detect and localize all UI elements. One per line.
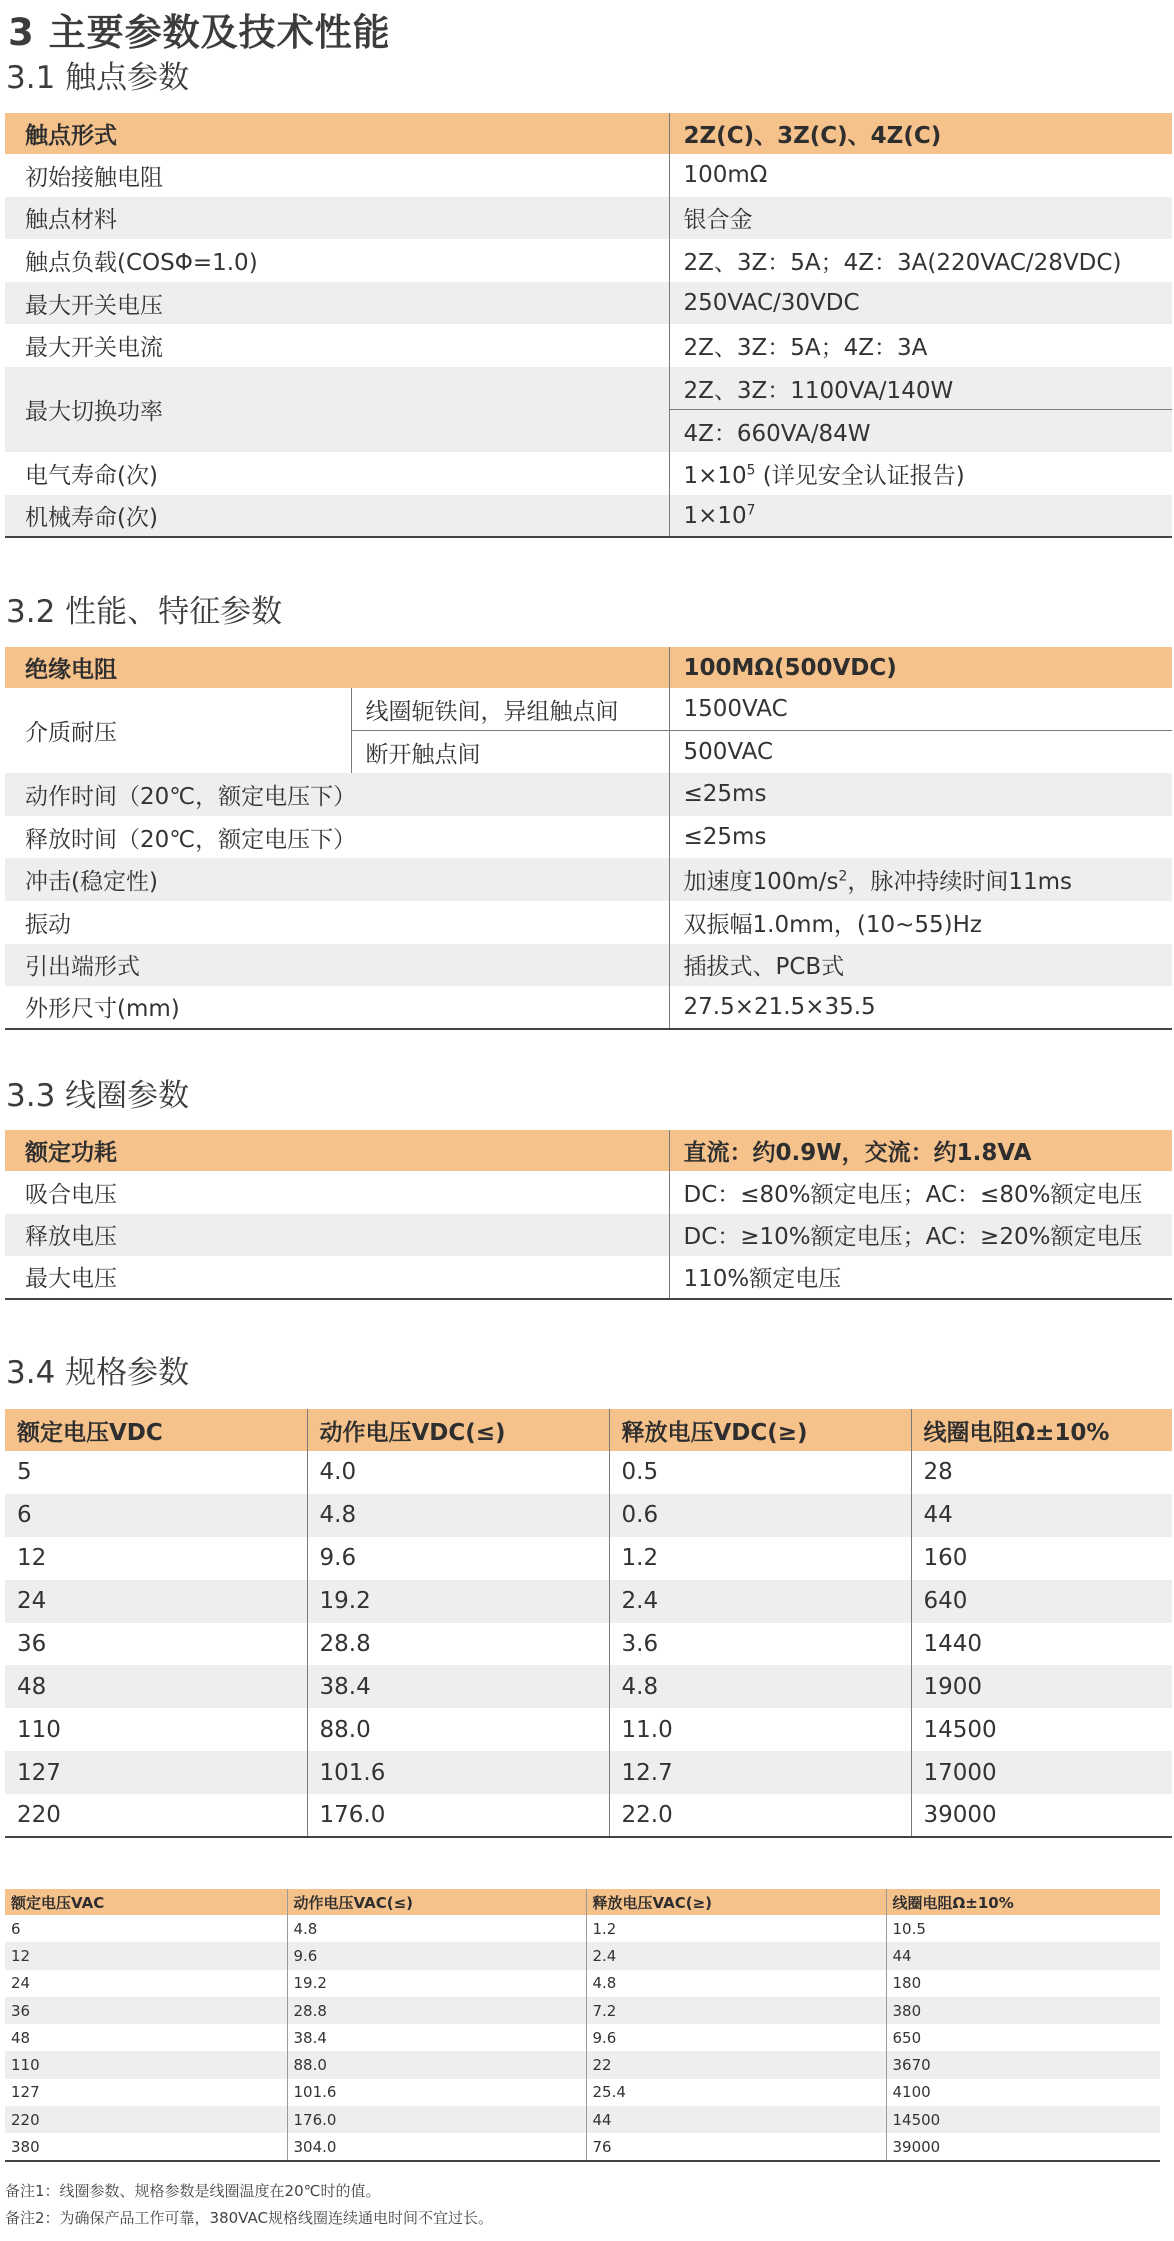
table-cell: 28 [911, 1451, 1172, 1494]
row-label: 释放时间（20℃，额定电压下） [5, 816, 669, 859]
table-cell: 12 [5, 1942, 287, 1969]
table-cell: 28.8 [287, 1997, 586, 2024]
row-sublabel: 断开触点间 [351, 731, 669, 774]
section-title-3-1: 3.1 触点参数 [6, 60, 190, 96]
row-value [669, 858, 1172, 901]
table-cell: 24 [5, 1970, 287, 1997]
table-row [5, 1794, 1172, 1837]
table-row [5, 901, 1172, 944]
table-header-row [5, 113, 1172, 154]
table-cell: 9.6 [307, 1537, 609, 1580]
table-cell: 1440 [911, 1623, 1172, 1666]
table-header-row [5, 647, 1172, 688]
table-cell: 48 [5, 1665, 307, 1708]
table-cell: 4.0 [307, 1451, 609, 1494]
section-title-3-2: 3.2 性能、特征参数 [6, 594, 283, 630]
table-cell: 19.2 [307, 1580, 609, 1623]
table-cell: 11.0 [609, 1708, 911, 1751]
header-value: 2Z(C)、3Z(C)、4Z(C) [669, 113, 1172, 154]
column-header: 动作电压VDC(≤) [307, 1409, 609, 1451]
table-row [5, 2106, 1160, 2133]
table-cell: 127 [5, 1751, 307, 1794]
table-row [5, 773, 1172, 816]
table-row [5, 367, 1172, 410]
row-label: 最大切换功率 [5, 367, 669, 452]
table-row [5, 1537, 1172, 1580]
row-label: 动作时间（20℃，额定电压下） [5, 773, 669, 816]
table-cell: 127 [5, 2079, 287, 2106]
table-cell: 38.4 [287, 2024, 586, 2051]
table-row [5, 1665, 1172, 1708]
table-cell: 0.5 [609, 1451, 911, 1494]
table-cell: 48 [5, 2024, 287, 2051]
table-cell: 4.8 [609, 1665, 911, 1708]
table-header-row [5, 1130, 1172, 1171]
table-cell: 24 [5, 1580, 307, 1623]
table-cell: 88.0 [287, 2051, 586, 2078]
contact-params-table [5, 113, 1172, 538]
table-row [5, 1623, 1172, 1666]
row-label: 振动 [5, 901, 669, 944]
row-value: 2Z、3Z：5A；4Z：3A(220VAC/28VDC) [669, 239, 1172, 282]
table-header-row [5, 1409, 1172, 1451]
row-value: ≤25ms [669, 816, 1172, 859]
row-label: 电气寿命(次) [5, 452, 669, 495]
footnotes [5, 2178, 493, 2232]
table-row [5, 1915, 1160, 1942]
header-label: 额定功耗 [5, 1130, 669, 1171]
section-title-3-3: 3.3 线圈参数 [6, 1078, 190, 1114]
table-cell: 101.6 [307, 1751, 609, 1794]
table-cell: 14500 [911, 1708, 1172, 1751]
row-label: 释放电压 [5, 1214, 669, 1257]
table-cell: 176.0 [287, 2106, 586, 2133]
coil-params-table [5, 1130, 1172, 1300]
table-row [5, 2051, 1160, 2078]
table-cell: 380 [886, 1997, 1160, 2024]
table-cell: 110 [5, 1708, 307, 1751]
table-cell: 4.8 [586, 1970, 886, 1997]
table-cell: 17000 [911, 1751, 1172, 1794]
table-cell: 22.0 [609, 1794, 911, 1837]
table-cell: 180 [886, 1970, 1160, 1997]
table-cell: 1900 [911, 1665, 1172, 1708]
table-cell: 14500 [886, 2106, 1160, 2133]
row-value: 2Z、3Z：5A；4Z：3A [669, 324, 1172, 367]
table-cell: 9.6 [287, 1942, 586, 1969]
table-cell: 6 [5, 1494, 307, 1537]
table-row [5, 1708, 1172, 1751]
row-value-2: 4Z：660VA/84W [669, 410, 1172, 453]
table-cell: 4100 [886, 2079, 1160, 2106]
row-label: 吸合电压 [5, 1171, 669, 1214]
row-value: 银合金 [669, 197, 1172, 240]
table-cell: 650 [886, 2024, 1160, 2051]
table-cell: 38.4 [307, 1665, 609, 1708]
table-cell: 19.2 [287, 1970, 586, 1997]
table-row [5, 2024, 1160, 2051]
table-cell: 110 [5, 2051, 287, 2078]
table-cell: 22 [586, 2051, 886, 2078]
row-value: ≤25ms [669, 773, 1172, 816]
row-label: 最大电压 [5, 1256, 669, 1299]
table-row [5, 1997, 1160, 2024]
value-suffix: (详见安全认证报告) [755, 462, 965, 489]
value-base: 加速度100m/s [683, 869, 839, 896]
table-row [5, 452, 1172, 495]
table-row [5, 858, 1172, 901]
table-row [5, 688, 1172, 731]
column-header: 释放电压VDC(≥) [609, 1409, 911, 1451]
row-value: 双振幅1.0mm，(10~55)Hz [669, 901, 1172, 944]
table-cell: 1.2 [586, 1915, 886, 1942]
footnote-1: 备注1：线圈参数、规格参数是线圈温度在20℃时的值。 [5, 2182, 381, 2200]
table-cell: 88.0 [307, 1708, 609, 1751]
row-value: 插拔式、PCB式 [669, 944, 1172, 987]
table-cell: 76 [586, 2133, 886, 2160]
table-cell: 10.5 [886, 1915, 1160, 1942]
table-cell: 3670 [886, 2051, 1160, 2078]
table-cell: 1.2 [609, 1537, 911, 1580]
table-cell: 101.6 [287, 2079, 586, 2106]
footnote-2: 备注2：为确保产品工作可靠，380VAC规格线圈连续通电时间不宜过长。 [5, 2209, 493, 2227]
page-title: 3 主要参数及技术性能 [8, 11, 391, 54]
value-exponent: 5 [746, 462, 756, 479]
table-cell: 5 [5, 1451, 307, 1494]
table-row [5, 324, 1172, 367]
table-cell: 39000 [886, 2133, 1160, 2160]
performance-params-table [5, 647, 1172, 1030]
row-sublabel: 线圈轭铁间，异组触点间 [351, 688, 669, 731]
table-row [5, 2079, 1160, 2106]
row-value: 2Z、3Z：1100VA/140W [669, 367, 1172, 410]
value-exponent: 2 [838, 868, 848, 885]
row-value [669, 495, 1172, 538]
header-value: 100MΩ(500VDC) [669, 647, 1172, 688]
table-row [5, 1494, 1172, 1537]
ac-spec-table [5, 1889, 1160, 2162]
table-row [5, 816, 1172, 859]
table-cell: 0.6 [609, 1494, 911, 1537]
table-cell: 4.8 [287, 1915, 586, 1942]
table-cell: 6 [5, 1915, 287, 1942]
table-row [5, 282, 1172, 325]
table-cell: 44 [586, 2106, 886, 2133]
row-value: 100mΩ [669, 154, 1172, 197]
table-cell: 304.0 [287, 2133, 586, 2160]
table-cell: 44 [911, 1494, 1172, 1537]
table-cell: 36 [5, 1623, 307, 1666]
table-cell: 160 [911, 1537, 1172, 1580]
table-cell: 640 [911, 1580, 1172, 1623]
table-row [5, 154, 1172, 197]
table-row [5, 2133, 1160, 2160]
column-header: 动作电压VAC(≤) [287, 1889, 586, 1915]
row-label: 介质耐压 [5, 688, 351, 773]
header-label: 触点形式 [5, 113, 669, 154]
table-row [5, 1171, 1172, 1214]
column-header: 线圈电阻Ω±10% [886, 1889, 1160, 1915]
column-header: 额定电压VDC [5, 1409, 307, 1451]
header-value: 直流：约0.9W，交流：约1.8VA [669, 1130, 1172, 1171]
value-exponent: 7 [746, 502, 756, 519]
row-label: 最大开关电压 [5, 282, 669, 325]
row-value [669, 452, 1172, 495]
header-label: 绝缘电阻 [5, 647, 669, 688]
table-cell: 220 [5, 2106, 287, 2133]
table-row [5, 1214, 1172, 1257]
table-header-row [5, 1889, 1160, 1915]
row-value: DC：≤80%额定电压；AC：≤80%额定电压 [669, 1171, 1172, 1214]
row-label: 触点材料 [5, 197, 669, 240]
table-row [5, 495, 1172, 538]
row-label: 触点负载(COSΦ=1.0) [5, 239, 669, 282]
table-row [5, 197, 1172, 240]
table-cell: 39000 [911, 1794, 1172, 1837]
table-cell: 2.4 [609, 1580, 911, 1623]
table-row [5, 1751, 1172, 1794]
row-value: 1500VAC [669, 688, 1172, 731]
dc-spec-table [5, 1409, 1172, 1838]
table-row [5, 986, 1172, 1029]
row-label: 最大开关电流 [5, 324, 669, 367]
table-cell: 9.6 [586, 2024, 886, 2051]
table-cell: 44 [886, 1942, 1160, 1969]
column-header: 线圈电阻Ω±10% [911, 1409, 1172, 1451]
section-title-3-4: 3.4 规格参数 [6, 1355, 190, 1391]
row-value: 500VAC [669, 731, 1172, 774]
row-label: 外形尺寸(mm) [5, 986, 669, 1029]
column-header: 释放电压VAC(≥) [586, 1889, 886, 1915]
row-label: 引出端形式 [5, 944, 669, 987]
table-cell: 176.0 [307, 1794, 609, 1837]
table-cell: 28.8 [307, 1623, 609, 1666]
row-label: 机械寿命(次) [5, 495, 669, 538]
table-row [5, 1451, 1172, 1494]
row-label: 冲击(稳定性) [5, 858, 669, 901]
column-header: 额定电压VAC [5, 1889, 287, 1915]
table-row [5, 1580, 1172, 1623]
table-row [5, 239, 1172, 282]
row-value: 250VAC/30VDC [669, 282, 1172, 325]
value-suffix: ，脉冲持续时间11ms [847, 869, 1072, 896]
table-cell: 12.7 [609, 1751, 911, 1794]
table-row [5, 1256, 1172, 1299]
table-row [5, 1942, 1160, 1969]
row-value: 110%额定电压 [669, 1256, 1172, 1299]
table-cell: 3.6 [609, 1623, 911, 1666]
table-row [5, 944, 1172, 987]
value-base: 1×10 [683, 502, 747, 529]
row-value: 27.5×21.5×35.5 [669, 986, 1172, 1029]
table-cell: 220 [5, 1794, 307, 1837]
row-value: DC：≥10%额定电压；AC：≥20%额定电压 [669, 1214, 1172, 1257]
table-cell: 2.4 [586, 1942, 886, 1969]
table-cell: 4.8 [307, 1494, 609, 1537]
table-cell: 7.2 [586, 1997, 886, 2024]
value-base: 1×10 [683, 462, 747, 489]
table-cell: 380 [5, 2133, 287, 2160]
table-cell: 12 [5, 1537, 307, 1580]
row-label: 初始接触电阻 [5, 154, 669, 197]
table-cell: 36 [5, 1997, 287, 2024]
table-row [5, 1970, 1160, 1997]
table-cell: 25.4 [586, 2079, 886, 2106]
